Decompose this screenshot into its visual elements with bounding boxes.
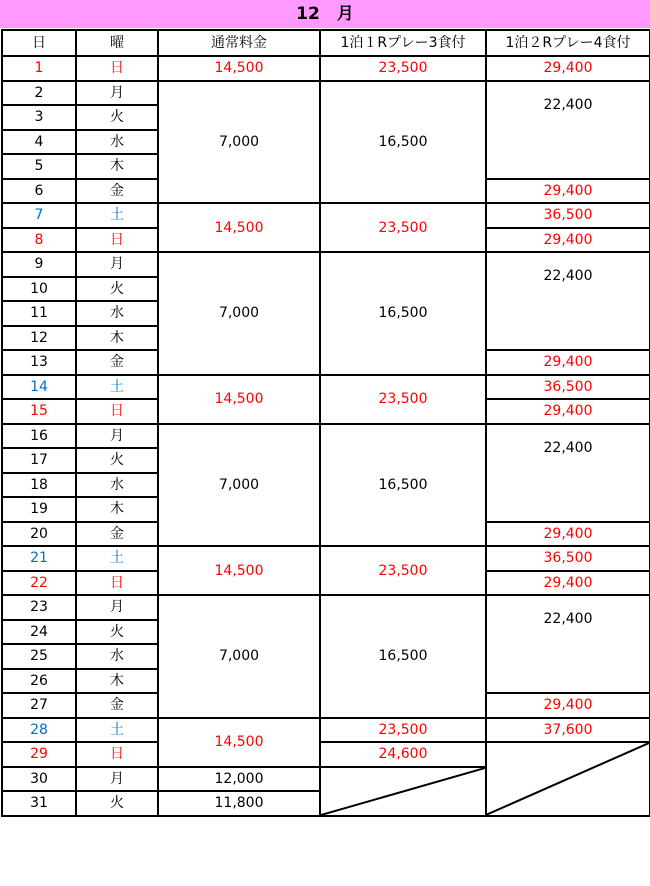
empty-diagonal-cell [486,742,650,816]
weekday-cell: 日 [76,228,158,253]
plan-2r-price-cell: 29,400 [486,228,650,253]
day-cell: 19 [2,497,76,522]
plan-1r-price-cell: 24,600 [320,742,486,767]
table-row [2,742,650,767]
regular-price-cell: 12,000 [158,767,320,792]
day-cell: 5 [2,154,76,179]
plan-2r-price-cell: 36,500 [486,546,650,571]
day-cell: 7 [2,203,76,228]
day-cell: 24 [2,620,76,645]
table-row [2,424,650,449]
day-cell: 17 [2,448,76,473]
weekday-cell: 月 [76,424,158,449]
weekday-cell: 火 [76,277,158,302]
plan-2r-price-cell: 29,400 [486,399,650,424]
day-cell: 30 [2,767,76,792]
weekday-cell: 金 [76,522,158,547]
day-cell: 25 [2,644,76,669]
weekday-cell: 火 [76,620,158,645]
plan-2r-price-cell: 29,400 [486,56,650,81]
day-cell: 9 [2,252,76,277]
day-cell: 11 [2,301,76,326]
weekday-cell: 木 [76,326,158,351]
plan-1r-price-cell: 23,500 [320,718,486,743]
header-plan-1r-3meals: 1泊１Rプレー3食付 [320,30,486,56]
regular-price-cell: 14,500 [158,546,320,595]
day-cell: 23 [2,595,76,620]
header-weekday: 曜 [76,30,158,56]
regular-price-cell: 7,000 [158,424,320,547]
day-cell: 8 [2,228,76,253]
plan-2r-price-cell: 29,400 [486,350,650,375]
weekday-cell: 木 [76,669,158,694]
day-cell: 31 [2,791,76,816]
plan-1r-price-cell: 23,500 [320,375,486,424]
plan-1r-price-cell: 16,500 [320,252,486,375]
plan-2r-price-cell: 29,400 [486,571,650,596]
weekday-cell: 火 [76,105,158,130]
header-day: 日 [2,30,76,56]
header-plan-2r-4meals: 1泊２Rプレー4食付 [486,30,650,56]
weekday-cell: 木 [76,154,158,179]
table-row [2,375,650,400]
day-cell: 10 [2,277,76,302]
weekday-cell: 土 [76,203,158,228]
day-cell: 3 [2,105,76,130]
plan-2r-price-cell: 22,400 [486,424,650,522]
plan-1r-price-cell: 23,500 [320,203,486,252]
day-cell: 27 [2,693,76,718]
weekday-cell: 水 [76,473,158,498]
day-cell: 13 [2,350,76,375]
day-cell: 12 [2,326,76,351]
weekday-cell: 金 [76,350,158,375]
plan-2r-price-cell: 36,500 [486,203,650,228]
day-cell: 15 [2,399,76,424]
plan-1r-price-cell: 23,500 [320,546,486,595]
diagonal-line [487,743,649,815]
plan-2r-price-cell: 22,400 [486,252,650,350]
day-cell: 29 [2,742,76,767]
day-cell: 16 [2,424,76,449]
plan-1r-price-cell: 16,500 [320,595,486,718]
regular-price-cell: 7,000 [158,595,320,718]
day-cell: 2 [2,81,76,106]
weekday-cell: 土 [76,375,158,400]
day-cell: 4 [2,130,76,155]
weekday-cell: 金 [76,693,158,718]
plan-2r-price-cell: 37,600 [486,718,650,743]
regular-price-cell: 14,500 [158,718,320,767]
table-row [2,595,650,620]
plan-2r-price-cell: 22,400 [486,81,650,179]
day-cell: 6 [2,179,76,204]
weekday-cell: 月 [76,81,158,106]
weekday-cell: 火 [76,791,158,816]
weekday-cell: 水 [76,130,158,155]
page-title: 12 月 [0,0,650,28]
weekday-cell: 土 [76,718,158,743]
weekday-cell: 水 [76,301,158,326]
diagonal-line [321,768,485,815]
day-cell: 20 [2,522,76,547]
weekday-cell: 日 [76,56,158,81]
plan-2r-price-cell: 29,400 [486,693,650,718]
weekday-cell: 月 [76,595,158,620]
plan-1r-price-cell: 23,500 [320,56,486,81]
plan-2r-price-cell: 22,400 [486,595,650,693]
weekday-cell: 日 [76,399,158,424]
table-row [2,56,650,81]
regular-price-cell: 7,000 [158,81,320,204]
day-cell: 1 [2,56,76,81]
table-row [2,203,650,228]
table-row [2,81,650,106]
day-cell: 14 [2,375,76,400]
table-row [2,546,650,571]
weekday-cell: 火 [76,448,158,473]
day-cell: 28 [2,718,76,743]
weekday-cell: 木 [76,497,158,522]
empty-diagonal-cell [320,767,486,816]
regular-price-cell: 14,500 [158,56,320,81]
weekday-cell: 金 [76,179,158,204]
day-cell: 21 [2,546,76,571]
regular-price-cell: 7,000 [158,252,320,375]
table-row [2,718,650,743]
regular-price-cell: 11,800 [158,791,320,816]
plan-2r-price-cell: 29,400 [486,179,650,204]
header-regular-price: 通常料金 [158,30,320,56]
weekday-cell: 日 [76,571,158,596]
regular-price-cell: 14,500 [158,203,320,252]
plan-1r-price-cell: 16,500 [320,424,486,547]
weekday-cell: 水 [76,644,158,669]
day-cell: 26 [2,669,76,694]
weekday-cell: 月 [76,767,158,792]
plan-2r-price-cell: 29,400 [486,522,650,547]
table-row [2,252,650,277]
header-row [2,30,650,56]
plan-1r-price-cell: 16,500 [320,81,486,204]
day-cell: 18 [2,473,76,498]
plan-2r-price-cell: 36,500 [486,375,650,400]
day-cell: 22 [2,571,76,596]
weekday-cell: 土 [76,546,158,571]
weekday-cell: 日 [76,742,158,767]
price-calendar-table [1,29,650,817]
regular-price-cell: 14,500 [158,375,320,424]
weekday-cell: 月 [76,252,158,277]
